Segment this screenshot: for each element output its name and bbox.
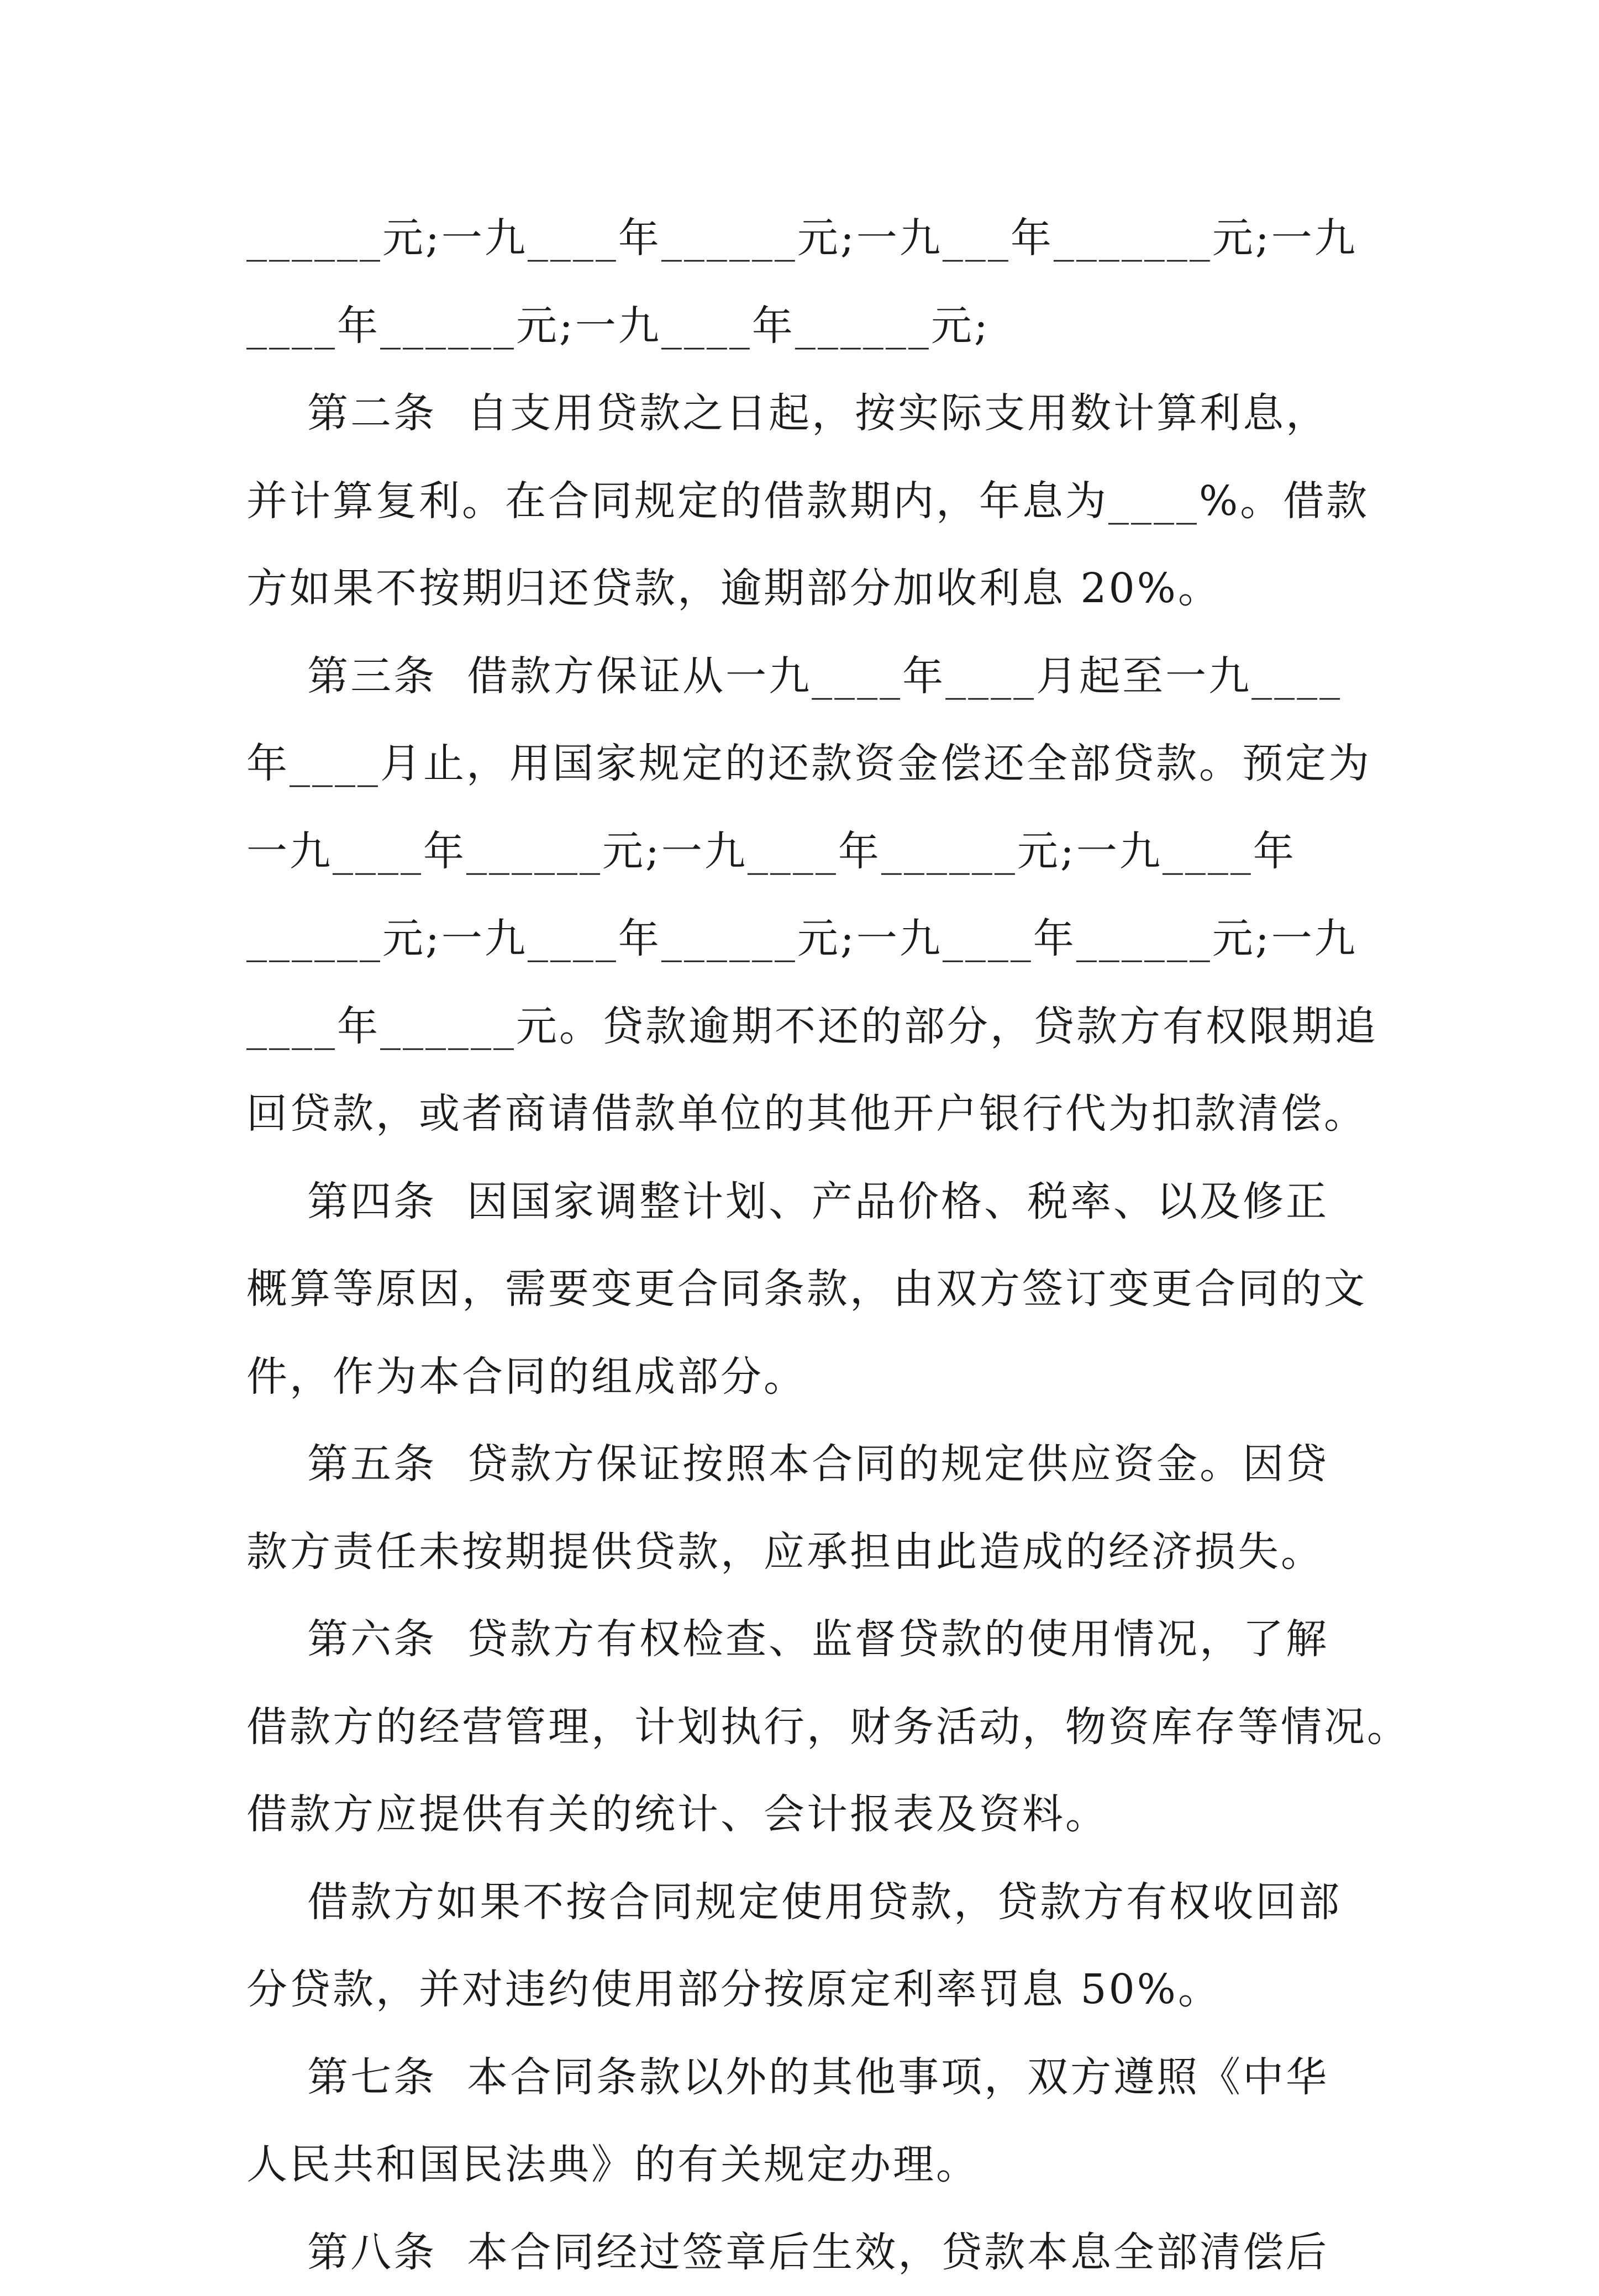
text-line: 人民共和国民法典》的有关规定办理。 [246, 2121, 1368, 2209]
article-4-line: 第四条 因国家调整计划、产品价格、税率、以及修正 [246, 1158, 1368, 1246]
article-8-line: 第八条 本合同经过签章后生效，贷款本息全部清偿后 [246, 2209, 1368, 2296]
text-line: 件，作为本合同的组成部分。 [246, 1333, 1368, 1421]
article-6-line: 第六条 贷款方有权检查、监督贷款的使用情况，了解 [246, 1595, 1368, 1683]
text-line: 方如果不按期归还贷款，逾期部分加收利息 20%。 [246, 545, 1368, 633]
text-line: ____年______元;一九____年______元; [246, 282, 1368, 370]
contract-body-text [246, 194, 1368, 2296]
paragraph-line: 借款方如果不按合同规定使用贷款，贷款方有权收回部 [246, 1858, 1368, 1946]
text-line: 借款方的经营管理，计划执行，财务活动，物资库存等情况。 [246, 1683, 1368, 1771]
text-line: 款方责任未按期提供贷款，应承担由此造成的经济损失。 [246, 1508, 1368, 1596]
text-line: 年____月止，用国家规定的还款资金偿还全部贷款。预定为 [246, 720, 1368, 808]
text-line: 借款方应提供有关的统计、会计报表及资料。 [246, 1771, 1368, 1858]
text-line: 概算等原因，需要变更合同条款，由双方签订变更合同的文 [246, 1245, 1368, 1333]
article-3-line: 第三条 借款方保证从一九____年____月起至一九____ [246, 633, 1368, 720]
text-line: 回贷款，或者商请借款单位的其他开户银行代为扣款清偿。 [246, 1070, 1368, 1158]
text-line: ______元;一九____年______元;一九___年_______元;一九 [246, 194, 1368, 282]
article-2-line: 第二条 自支用贷款之日起，按实际支用数计算利息， [246, 370, 1368, 457]
text-line: 并计算复利。在合同规定的借款期内，年息为____%。借款 [246, 457, 1368, 545]
text-line: ____年______元。贷款逾期不还的部分，贷款方有权限期追 [246, 983, 1368, 1071]
article-7-line: 第七条 本合同条款以外的其他事项，双方遵照《中华 [246, 2034, 1368, 2121]
text-line: ______元;一九____年______元;一九____年______元;一九 [246, 895, 1368, 983]
article-5-line: 第五条 贷款方保证按照本合同的规定供应资金。因贷 [246, 1420, 1368, 1508]
text-line: 分贷款，并对违约使用部分按原定利率罚息 50%。 [246, 1946, 1368, 2034]
text-line: 一九____年______元;一九____年______元;一九____年 [246, 808, 1368, 896]
